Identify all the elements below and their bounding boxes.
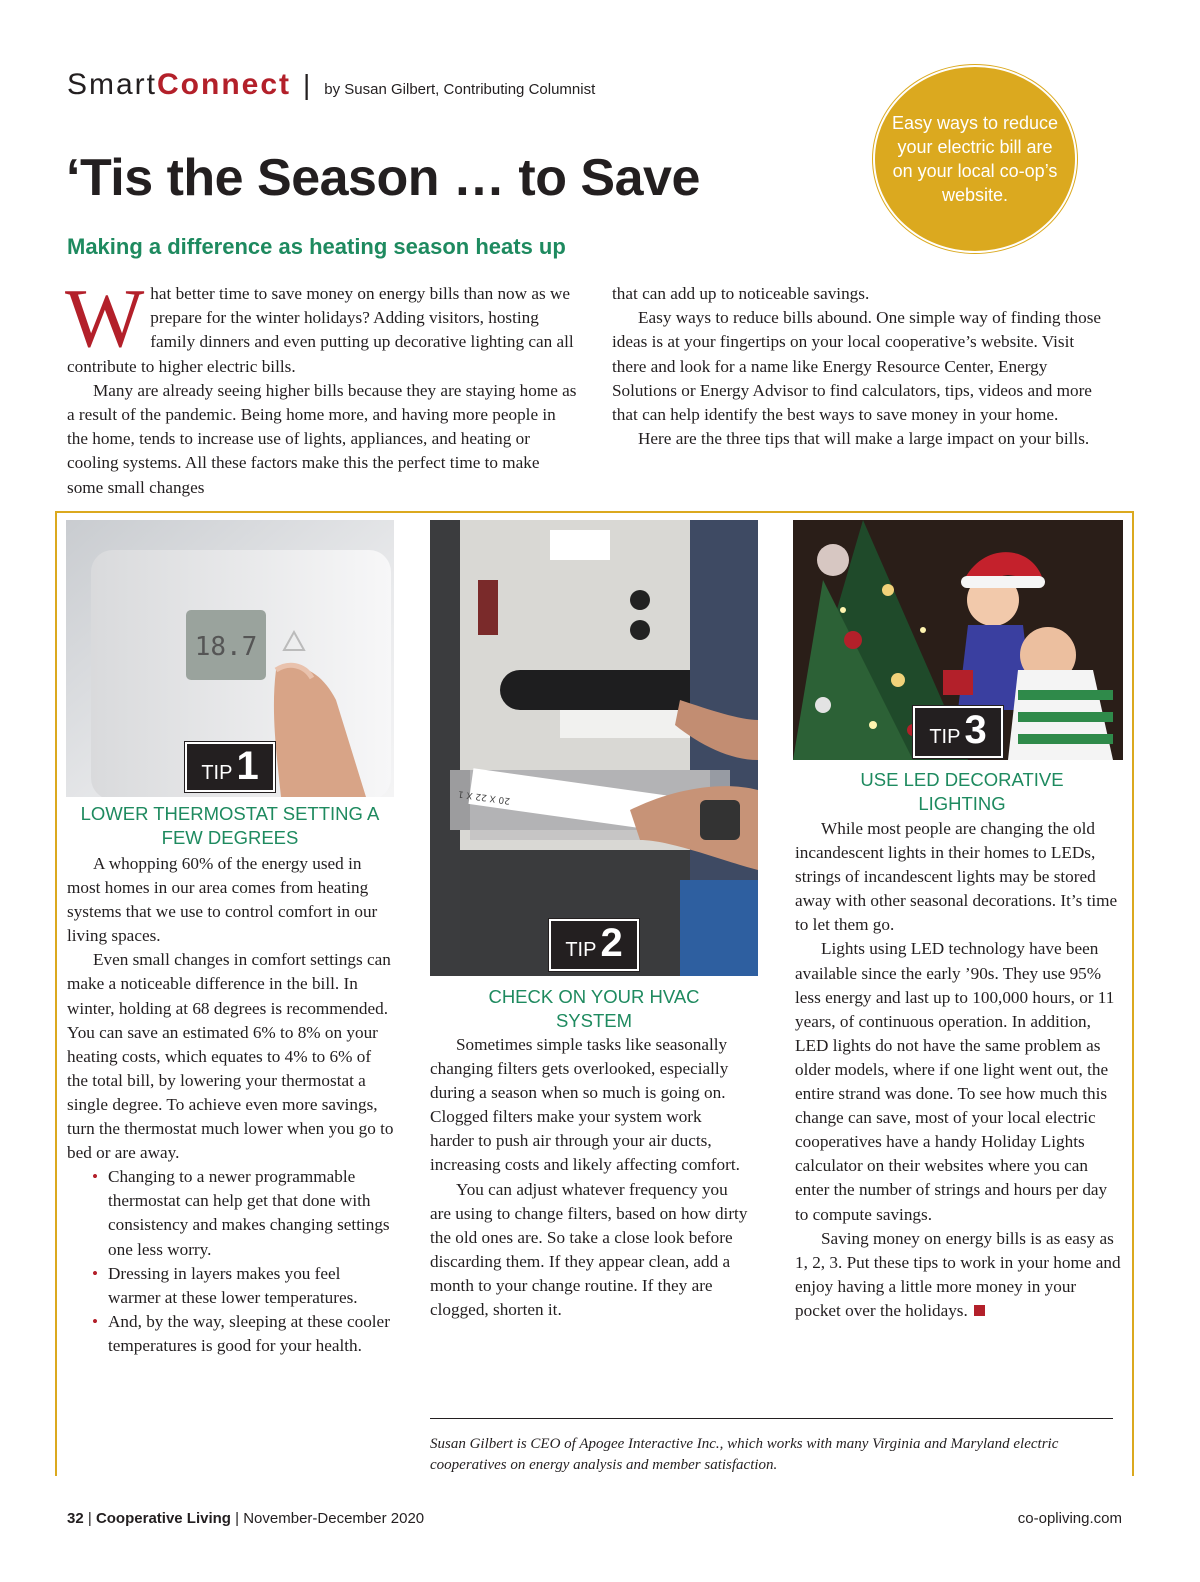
article-subhead: Making a difference as heating season heats up (67, 234, 566, 259)
header-separator: | (303, 69, 311, 100)
intro-paragraph-1-text: hat better time to save money on energy bills than now as we prepare for the winter holidays? Adding visitors, hosting family dinners and even putting up decorative lighting can all contribute to higher electric bills. (67, 284, 574, 376)
tip-1-paragraph-2: Even small changes in comfort settings can make a noticeable difference in the bill. In winter, holding at 68 degrees is recommended. You can save an estimated 6% to 8% on your heating costs, which equates to 4% to 6% of the total bill, by lowering your thermostat a single degree. To achieve even more savings, turn the thermostat much lower when you go to bed or are away. (67, 950, 394, 1163)
intro-paragraph-5: Here are the three tips that will make a large impact on your bills. (638, 429, 1090, 449)
tip-3-number: 3 (964, 708, 987, 752)
intro-column-right (612, 282, 1112, 451)
tip-1-number: 1 (236, 744, 259, 788)
hvac-photo (430, 520, 758, 976)
tip-3-body (795, 817, 1121, 1323)
intro-paragraph-4: Easy ways to reduce bills abound. One simple way of finding those ideas is at your fingertips on your local cooperative’s website. Visit there and look for a name like Energy Resource Center, Energy Solutions or Energy Advisor to find calculators, tips, videos and more that can help identify the best ways to save money in your home. (612, 308, 1102, 425)
tip-1-bullet-3: • And, by the way, sleeping at these cooler temperatures is good for your health. (92, 1310, 394, 1358)
callout-circle (873, 65, 1077, 253)
tip-1-bullet-2: • Dressing in layers makes you feel warmer at these lower temperatures. (92, 1262, 394, 1310)
tip-2-paragraph-2: You can adjust whatever frequency you are using to change filters, based on how dirty the old ones are. So take a close look before discarding them. If they appear clean, add a month to your change routine. If they are clogged, shorten it. (430, 1179, 748, 1320)
tip-2-body (430, 1033, 748, 1322)
callout-text: Easy ways to reduce your electric bill are on your local co-op’s website. (891, 113, 1059, 205)
filter-label-text: 20 X 22 X 1 (457, 788, 511, 806)
tip-1-word: TIP (201, 762, 233, 784)
intro-paragraph-3: that can add up to noticeable savings. (612, 284, 870, 303)
footer-magazine: Cooperative Living (95, 1510, 231, 1527)
end-mark-icon (974, 1305, 985, 1316)
tip-2-number: 2 (600, 921, 623, 965)
thermostat-display-text: 18.7 (194, 632, 258, 662)
tip-1-bullet-1: • Changing to a newer programmable thermostat can help get that done with consistency and makes changing settings one less worry. (92, 1165, 394, 1261)
drop-cap: W (65, 272, 145, 365)
tip-1-heading: LOWER THERMOSTAT SETTING A FEW DEGREES (80, 803, 380, 848)
brand-connect: Connect (157, 68, 292, 101)
footer-separator-1: | (87, 1510, 92, 1527)
tip-3-word: TIP (929, 726, 961, 748)
article-headline: ‘Tis the Season … to Save (66, 149, 700, 207)
footer-folio (67, 1510, 424, 1527)
footer-issue: November-December 2020 (243, 1510, 425, 1527)
footer-separator-2: | (235, 1510, 240, 1527)
intro-column-left (65, 272, 577, 500)
tip-3-paragraph-3-text: Saving money on energy bills is as easy as 1, 2, 3. Put these tips to work in your home and enjoy having a little more money in your pocket over the holidays. (795, 1228, 1121, 1320)
brand-smart: Smart (67, 68, 158, 101)
author-bio: Susan Gilbert is CEO of Apogee Interactive Inc., which works with many Virginia and Maryland electric cooperatives on energy analysis and member satisfaction. (430, 1436, 1059, 1473)
tip-1-bullets (92, 1165, 394, 1358)
tip-2-badge (549, 919, 639, 971)
intro-paragraph-2: Many are already seeing higher bills because they are staying home as a result of the pandemic. Being home more, and having more people in the home, tends to increase use of lights, appliances, and heating or cooling systems. All these factors make this the perfect time to make some small changes (67, 380, 577, 497)
tip-2-heading: CHECK ON YOUR HVAC SYSTEM (488, 986, 700, 1031)
tip-1-body (67, 852, 394, 1358)
column-header (67, 68, 595, 108)
intro-paragraph-1 (65, 272, 577, 379)
tip-3-paragraph-2: Lights using LED technology have been available since the early ’90s. They use 95% less energy and last up to 100,000 hours, or 11 years, of continuous operation. In addition, LED lights do not have the same problem as older models, where if one light went out, the entire strand was done. To see how much this change can save, most of your local electric cooperatives have a handy Holiday Lights calculator on their websites where you can enter the number of strings and hours per day to compute savings. (795, 939, 1115, 1224)
tip-1-badge (185, 742, 275, 792)
bio-divider (430, 1418, 1113, 1419)
tip-3-paragraph-3 (795, 1227, 1121, 1323)
footer-page-number: 32 (67, 1510, 84, 1527)
tip-3-paragraph-1: While most people are changing the old incandescent lights in their homes to LEDs, strings of incandescent lights may be stored away with other seasonal decorations. It’s time to let them go. (795, 819, 1118, 935)
tip-3-badge (913, 706, 1003, 758)
footer-website[interactable]: co-opliving.com (1017, 1510, 1122, 1527)
byline: by Susan Gilbert, Contributing Columnist (324, 81, 596, 98)
tip-3-heading: USE LED DECORATIVE LIGHTING (860, 769, 1064, 814)
tip-2-word: TIP (565, 939, 597, 961)
tip-1-paragraph-1: A whopping 60% of the energy used in most homes in our area comes from heating systems that we use to control comfort in our living spaces. (67, 854, 378, 946)
tip-2-paragraph-1: Sometimes simple tasks like seasonally changing filters gets overlooked, especially during a season when so much is going on. Clogged filters make your system work harder to push air through your air ducts, increasing costs and likely affecting comfort. (430, 1035, 740, 1175)
